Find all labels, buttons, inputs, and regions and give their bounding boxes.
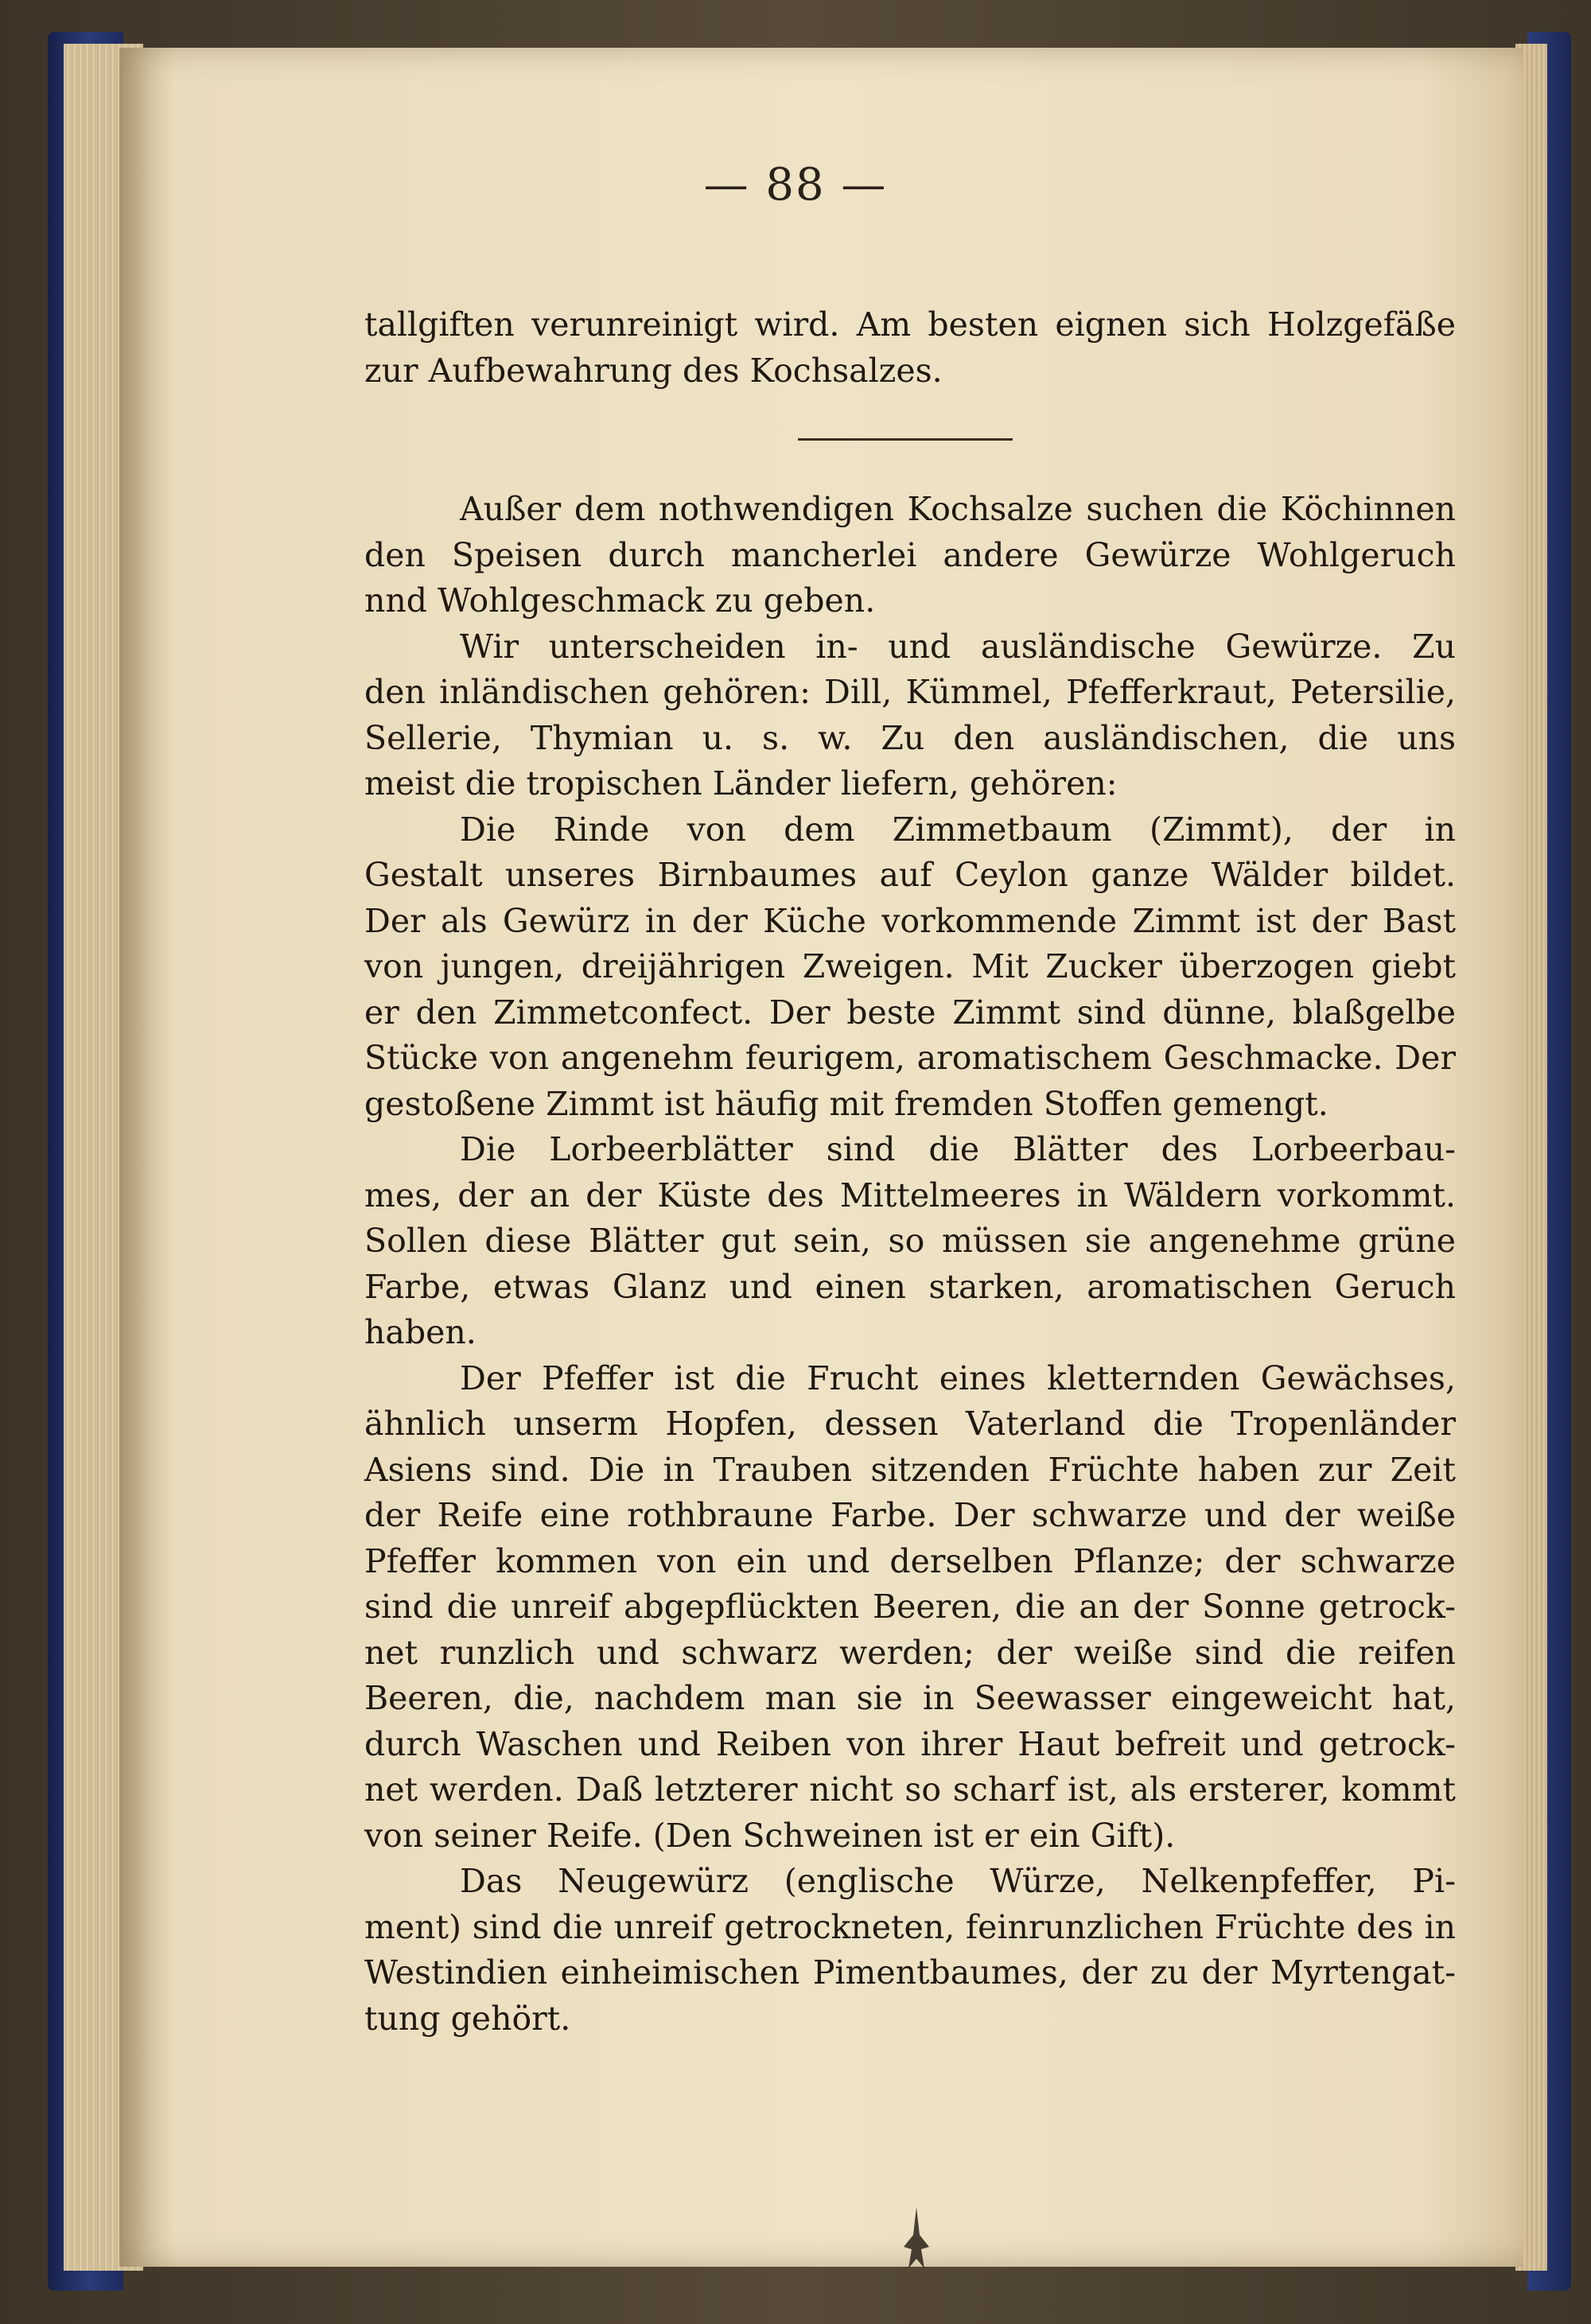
- text-line: Beeren, die, nachdem man sie in Seewasser eingeweicht hat,: [364, 1679, 1456, 1717]
- text-line: Farbe, etwas Glanz und einen starken, aromatischen Geruch: [364, 1267, 1456, 1306]
- text-line: tung gehört.: [364, 1999, 571, 2038]
- text-line: durch Waschen und Reiben von ihrer Haut befreit und getrock-: [364, 1724, 1456, 1763]
- text-line: Das Neugewürz (englische Würze, Nelkenpfeffer, Pi-: [460, 1862, 1456, 1900]
- page-number: — 88 —: [703, 159, 888, 211]
- text-line: tallgiften verunreinigt wird. Am besten eignen sich Holzgefäße: [364, 305, 1456, 344]
- text-line: Der Pfeffer ist die Frucht eines kletternden Gewächses,: [460, 1358, 1456, 1397]
- text-line: ähnlich unserm Hopfen, dessen Vaterland die Tropenländer: [364, 1405, 1456, 1443]
- text-line: nnd Wohlgeschmack zu geben.: [364, 581, 876, 620]
- text-line: von jungen, dreijährigen Zweigen. Mit Zucker überzogen giebt: [364, 947, 1456, 985]
- continuation-paragraph: [364, 302, 1456, 394]
- text-line: Außer dem nothwendigen Kochsalze suchen die Köchinnen: [460, 490, 1456, 528]
- section-divider: [798, 438, 1013, 441]
- text-line: den Speisen durch mancherlei andere Gewürze Wohlgeruch: [364, 535, 1456, 574]
- text-line: Wir unterscheiden in- und ausländische Gewürze. Zu: [460, 627, 1456, 666]
- text-line: Die Rinde von dem Zimmetbaum (Zimmt), der in: [460, 810, 1456, 849]
- text-line: meist die tropischen Länder liefern, gehören:: [364, 764, 1118, 803]
- text-line: Stücke von angenehm feurigem, aromatischem Geschmacke. Der: [364, 1039, 1456, 1077]
- text-line: Westindien einheimischen Pimentbaumes, der zu der Myrtengat-: [364, 1953, 1456, 1992]
- text-line: der Reife eine rothbraune Farbe. Der schwarze und der weiße: [364, 1496, 1456, 1534]
- text-line: Die Lorbeerblätter sind die Blätter des Lorbeerbau-: [460, 1130, 1456, 1168]
- text-line: gestoßene Zimmt ist häufig mit fremden Stoffen gemengt.: [364, 1084, 1328, 1123]
- text-line: er den Zimmetconfect. Der beste Zimmt sind dünne, blaßgelbe: [364, 993, 1456, 1032]
- ink-ornament-icon: [893, 2203, 940, 2275]
- text-line: Asiens sind. Die in Trauben sitzenden Früchte haben zur Zeit: [364, 1450, 1456, 1489]
- text-line: zur Aufbewahrung des Kochsalzes.: [364, 351, 943, 390]
- text-line: Sellerie, Thymian u. s. w. Zu den ausländischen, die uns: [364, 718, 1456, 757]
- text-line: haben.: [364, 1313, 477, 1351]
- text-line: ment) sind die unreif getrockneten, feinrunzlichen Früchte des in: [364, 1907, 1456, 1946]
- text-line: Der als Gewürz in der Küche vorkommende Zimmt ist der Bast: [364, 901, 1456, 940]
- text-line: von seiner Reife. (Den Schweinen ist er ein Gift).: [364, 1816, 1176, 1855]
- text-line: net werden. Daß letzterer nicht so scharf ist, als ersterer, kommt: [364, 1770, 1456, 1809]
- text-line: den inländischen gehören: Dill, Kümmel, Pfefferkraut, Petersilie,: [364, 673, 1456, 711]
- text-line: sind die unreif abgepflückten Beeren, die an der Sonne getrock-: [364, 1588, 1456, 1626]
- text-line: Sollen diese Blätter gut sein, so müssen sie angenehme grüne: [364, 1222, 1456, 1260]
- text-line: mes, der an der Küste des Mittelmeeres in Wäldern vorkommt.: [364, 1176, 1456, 1214]
- text-line: net runzlich und schwarz werden; der weiße sind die reifen: [364, 1633, 1456, 1672]
- text-line: Pfeffer kommen von ein und derselben Pflanze; der schwarze: [364, 1541, 1456, 1580]
- text-line: Gestalt unseres Birnbaumes auf Ceylon ganze Wälder bildet.: [364, 856, 1456, 894]
- main-text: [364, 487, 1456, 2042]
